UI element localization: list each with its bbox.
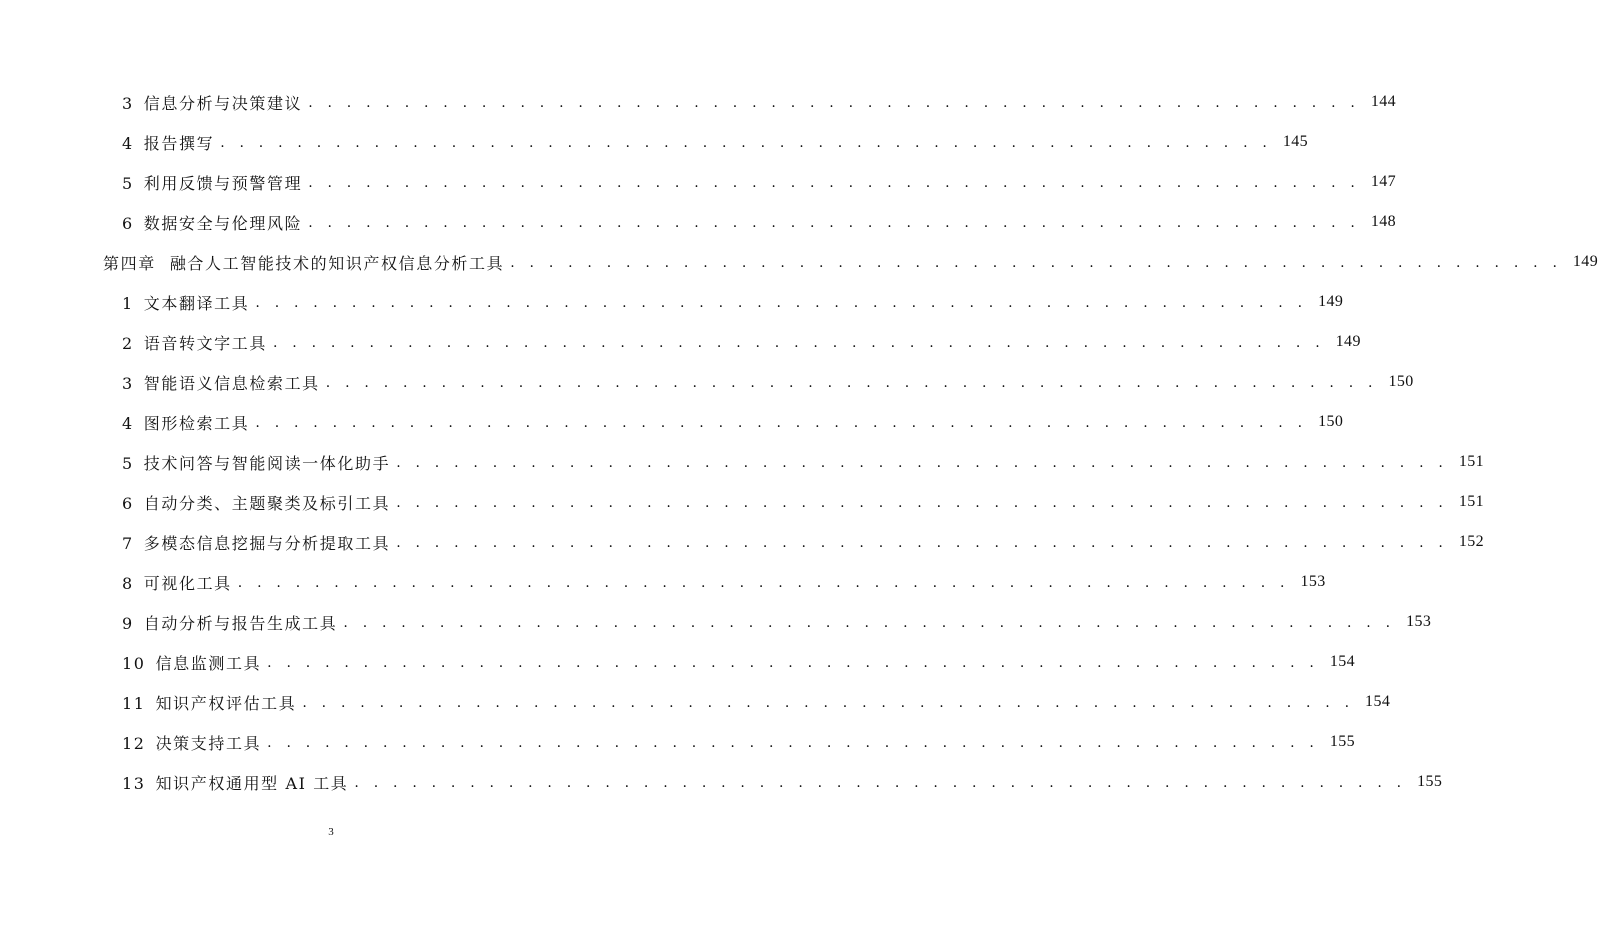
- toc-entry-text: 语音转文字工具: [143, 333, 267, 353]
- toc-page-number: 153: [1406, 613, 1432, 630]
- toc-entry-title: [122, 651, 261, 674]
- toc-entry-number: 12: [122, 733, 146, 753]
- toc-dot-leader: . . . . . . . . . . . . . . . . . . . . . . . . . . . . . . . . . . . . . . . . . . . . . . . . . . . . . . .: [510, 255, 1563, 271]
- toc-dot-leader: . . . . . . . . . . . . . . . . . . . . . . . . . . . . . . . . . . . . . . . . . . . . . . . . . . . . . . .: [255, 295, 1308, 311]
- toc-dot-leader: . . . . . . . . . . . . . . . . . . . . . . . . . . . . . . . . . . . . . . . . . . . . . . . . . . . . . . .: [396, 535, 1449, 551]
- toc-entry-title: [122, 371, 320, 394]
- toc-entry-text: 知识产权通用型 AI 工具: [155, 773, 349, 793]
- toc-page-number: 147: [1370, 173, 1397, 190]
- toc-entry-title: [122, 571, 232, 594]
- toc-dot-leader: . . . . . . . . . . . . . . . . . . . . . . . . . . . . . . . . . . . . . . . . . . . . . . . . . . . . . . .: [255, 415, 1308, 431]
- toc-entry-number: 6: [122, 493, 134, 513]
- toc-entry-title: [122, 291, 249, 314]
- toc-section-row[interactable]: [0, 722, 1356, 762]
- toc-dot-leader: . . . . . . . . . . . . . . . . . . . . . . . . . . . . . . . . . . . . . . . . . . . . . . . . . . . . . . .: [302, 695, 1355, 711]
- toc-entry-number: 13: [122, 773, 146, 793]
- toc-dot-leader: . . . . . . . . . . . . . . . . . . . . . . . . . . . . . . . . . . . . . . . . . . . . . . . . . . . . . . .: [396, 455, 1449, 471]
- toc-page-number: 154: [1329, 653, 1356, 670]
- toc-section-row[interactable]: [0, 762, 1443, 802]
- toc-page-number: 150: [1388, 373, 1414, 390]
- toc-entry-text: 利用反馈与预警管理: [143, 173, 303, 193]
- toc-entry-number: 2: [122, 333, 134, 353]
- toc-section-row[interactable]: [0, 282, 1344, 322]
- toc-dot-leader: . . . . . . . . . . . . . . . . . . . . . . . . . . . . . . . . . . . . . . . . . . . . . . . . . . . . . . .: [308, 95, 1361, 111]
- toc-entry-title: [122, 331, 267, 354]
- toc-entry-text: 知识产权评估工具: [155, 693, 297, 713]
- toc-entry-text: 文本翻译工具: [143, 293, 250, 313]
- toc-section-row[interactable]: [0, 122, 1309, 162]
- table-of-contents: [0, 82, 1598, 802]
- toc-entry-title: [122, 411, 249, 434]
- toc-entry-text: 数据安全与伦理风险: [143, 213, 303, 233]
- toc-page-number: 153: [1300, 573, 1326, 590]
- page-number: 3: [328, 826, 334, 838]
- toc-entry-text: 技术问答与智能阅读一体化助手: [143, 453, 391, 473]
- toc-dot-leader: . . . . . . . . . . . . . . . . . . . . . . . . . . . . . . . . . . . . . . . . . . . . . . . . . . . . . . .: [272, 335, 1325, 351]
- toc-entry-title: [122, 691, 296, 714]
- toc-page-number: 145: [1282, 133, 1309, 150]
- toc-entry-title: [122, 611, 337, 634]
- toc-page-number: 149: [1318, 293, 1344, 310]
- toc-dot-leader: . . . . . . . . . . . . . . . . . . . . . . . . . . . . . . . . . . . . . . . . . . . . . . . . . . . . . . .: [237, 575, 1290, 591]
- toc-page-number: 148: [1370, 213, 1397, 230]
- toc-section-row[interactable]: [0, 322, 1361, 362]
- toc-entry-text: 智能语义信息检索工具: [143, 373, 320, 393]
- toc-entry-number: 9: [122, 613, 134, 633]
- toc-page-number: 144: [1370, 93, 1397, 110]
- toc-dot-leader: . . . . . . . . . . . . . . . . . . . . . . . . . . . . . . . . . . . . . . . . . . . . . . . . . . . . . . .: [354, 775, 1407, 791]
- toc-dot-leader: . . . . . . . . . . . . . . . . . . . . . . . . . . . . . . . . . . . . . . . . . . . . . . . . . . . . . . .: [308, 215, 1361, 231]
- toc-entry-title: [122, 171, 302, 194]
- toc-entry-title: [122, 131, 214, 154]
- toc-section-row[interactable]: [0, 562, 1326, 602]
- toc-page-number: 149: [1335, 333, 1361, 350]
- toc-entry-text: 图形检索工具: [143, 413, 250, 433]
- toc-entry-text: 信息分析与决策建议: [143, 93, 303, 113]
- toc-section-row[interactable]: [0, 362, 1414, 402]
- toc-page-number: 155: [1417, 773, 1443, 790]
- toc-section-row[interactable]: [0, 602, 1432, 642]
- toc-page-number: 151: [1458, 493, 1485, 510]
- toc-dot-leader: . . . . . . . . . . . . . . . . . . . . . . . . . . . . . . . . . . . . . . . . . . . . . . . . . . . . . . .: [308, 175, 1361, 191]
- toc-dot-leader: . . . . . . . . . . . . . . . . . . . . . . . . . . . . . . . . . . . . . . . . . . . . . . . . . . . . . . .: [267, 735, 1320, 751]
- toc-page-number: 152: [1458, 533, 1485, 550]
- toc-entry-number: 4: [122, 413, 134, 433]
- toc-section-row[interactable]: [0, 682, 1391, 722]
- toc-page-number: 155: [1329, 733, 1356, 750]
- toc-dot-leader: . . . . . . . . . . . . . . . . . . . . . . . . . . . . . . . . . . . . . . . . . . . . . . . . . . . . . . .: [325, 375, 1378, 391]
- toc-entry-text: 多模态信息挖掘与分析提取工具: [143, 533, 391, 553]
- toc-entry-text: 信息监测工具: [155, 653, 262, 673]
- toc-entry-title: [122, 731, 261, 754]
- toc-entry-number: 1: [122, 293, 134, 313]
- toc-section-row[interactable]: [0, 82, 1397, 122]
- toc-dot-leader: . . . . . . . . . . . . . . . . . . . . . . . . . . . . . . . . . . . . . . . . . . . . . . . . . . . . . . .: [267, 655, 1320, 671]
- toc-section-row[interactable]: [0, 642, 1356, 682]
- toc-entry-title: [122, 531, 390, 554]
- toc-entry-title: [122, 451, 390, 474]
- toc-page-number: 150: [1318, 413, 1344, 430]
- toc-entry-text: 报告撰写: [143, 133, 215, 153]
- toc-entry-number: 10: [122, 653, 146, 673]
- toc-entry-title: [122, 91, 302, 114]
- toc-entry-title: [122, 211, 302, 234]
- toc-page-number: 149: [1572, 253, 1598, 270]
- toc-entry-number: 4: [122, 133, 134, 153]
- toc-entry-number: 8: [122, 573, 134, 593]
- toc-dot-leader: . . . . . . . . . . . . . . . . . . . . . . . . . . . . . . . . . . . . . . . . . . . . . . . . . . . . . . .: [220, 135, 1273, 151]
- toc-page-number: 154: [1365, 693, 1391, 710]
- toc-entry-number: 3: [122, 373, 134, 393]
- toc-entry-number: 第四章: [103, 253, 156, 273]
- toc-section-row[interactable]: [0, 202, 1397, 242]
- toc-entry-number: 5: [122, 173, 134, 193]
- toc-section-row[interactable]: [0, 442, 1485, 482]
- toc-entry-title: [103, 251, 504, 274]
- toc-entry-title: [122, 771, 348, 794]
- toc-section-row[interactable]: [0, 482, 1485, 522]
- toc-page-number: 151: [1458, 453, 1485, 470]
- toc-entry-text: 可视化工具: [143, 573, 232, 593]
- toc-entry-number: 5: [122, 453, 134, 473]
- toc-entry-text: 自动分类、主题聚类及标引工具: [143, 493, 391, 513]
- toc-dot-leader: . . . . . . . . . . . . . . . . . . . . . . . . . . . . . . . . . . . . . . . . . . . . . . . . . . . . . . .: [396, 495, 1449, 511]
- toc-entry-number: 3: [122, 93, 134, 113]
- toc-entry-number: 11: [122, 693, 146, 713]
- toc-section-row[interactable]: [0, 402, 1344, 442]
- toc-entry-text: 自动分析与报告生成工具: [143, 613, 338, 633]
- toc-entry-title: [122, 491, 390, 514]
- toc-entry-number: 6: [122, 213, 134, 233]
- toc-entry-text: 决策支持工具: [155, 733, 262, 753]
- toc-entry-text: 融合人工智能技术的知识产权信息分析工具: [169, 253, 505, 273]
- toc-section-row[interactable]: [0, 522, 1485, 562]
- toc-section-row[interactable]: [0, 162, 1397, 202]
- toc-chapter-row[interactable]: [0, 242, 1598, 282]
- toc-dot-leader: . . . . . . . . . . . . . . . . . . . . . . . . . . . . . . . . . . . . . . . . . . . . . . . . . . . . . . .: [343, 615, 1396, 631]
- toc-entry-number: 7: [122, 533, 134, 553]
